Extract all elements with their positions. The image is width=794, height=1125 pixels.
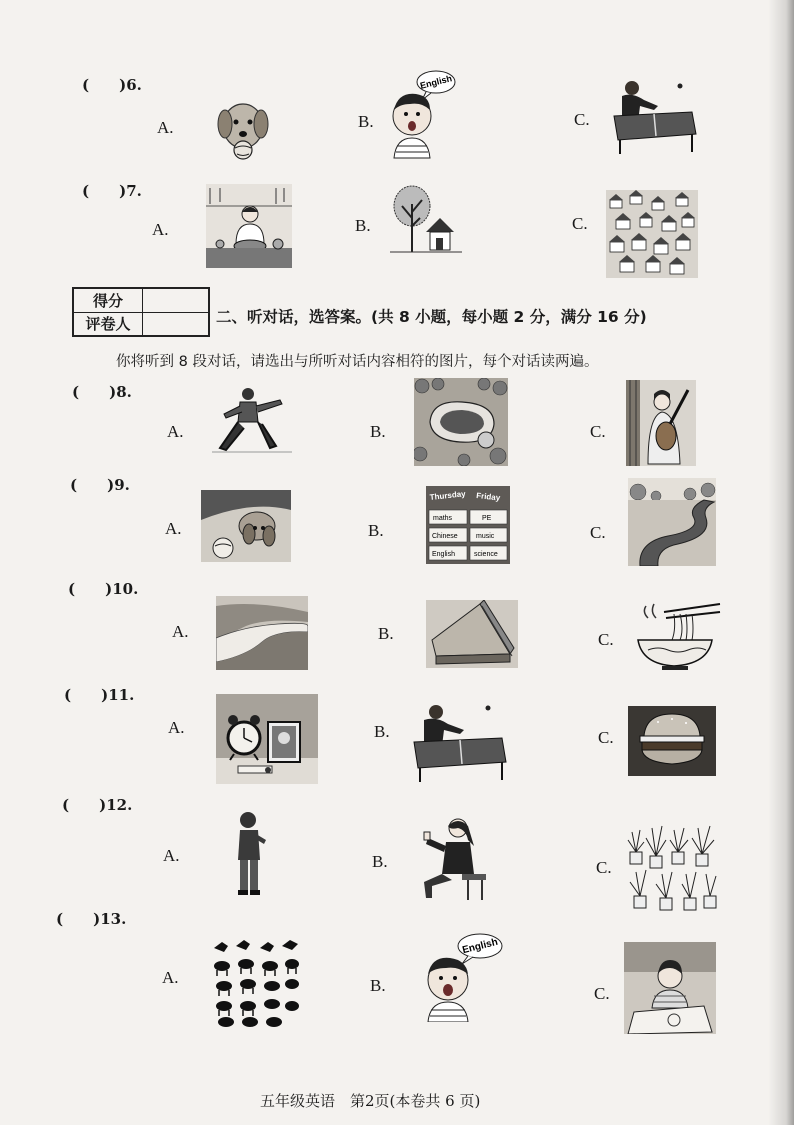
q7-b-picture[interactable] xyxy=(390,184,462,254)
q11-option-a[interactable]: A. xyxy=(168,718,185,737)
q7-option-c[interactable]: C. xyxy=(572,214,588,233)
timetable-icon xyxy=(426,486,510,564)
man-playing-ping-pong-icon xyxy=(410,700,510,784)
q13-option-a[interactable]: A. xyxy=(162,968,179,987)
page-edge-shadow xyxy=(768,0,794,1125)
q10-a-picture[interactable] xyxy=(216,596,308,670)
page-footer: 五年级英语 第2页(本卷共 6 页) xyxy=(260,1092,481,1110)
q10-option-c[interactable]: C. xyxy=(598,630,614,649)
timetable-day-1: Thursday xyxy=(429,489,467,502)
score-row xyxy=(74,289,208,313)
q13-b-picture[interactable] xyxy=(416,930,506,1022)
girl-playing-pipa-icon xyxy=(626,380,696,466)
q8-option-b[interactable]: B. xyxy=(370,422,386,441)
girl-sitting-icon xyxy=(418,816,490,902)
river-icon xyxy=(628,478,716,566)
q10-option-b[interactable]: B. xyxy=(378,624,394,643)
q12-option-c[interactable]: C. xyxy=(596,858,612,877)
hamburger-icon xyxy=(628,706,716,776)
question-11-number: ( )11. xyxy=(64,686,135,704)
boy-speaking-english-icon xyxy=(416,930,506,1022)
section-instruction: 你将听到 8 段对话，请选出与所听对话内容相符的图片，每个对话读两遍。 xyxy=(116,354,599,370)
person-cooking-icon xyxy=(206,184,292,268)
question-9-number: ( )9. xyxy=(70,476,130,494)
q8-a-picture[interactable] xyxy=(212,386,292,454)
q9-a-picture[interactable] xyxy=(201,490,291,562)
animals-icon xyxy=(212,940,300,1028)
kung-fu-icon xyxy=(212,386,292,454)
q8-option-c[interactable]: C. xyxy=(590,422,606,441)
q9-option-a[interactable]: A. xyxy=(165,519,182,538)
noodles-icon xyxy=(634,600,722,672)
timetable-cell-r3c2: science xyxy=(474,551,498,558)
question-13-number: ( )13. xyxy=(56,910,127,928)
tree-and-house-icon xyxy=(390,184,462,254)
grader-row xyxy=(74,312,208,335)
dog-with-ball-icon xyxy=(201,490,291,562)
q6-b-picture[interactable] xyxy=(388,66,458,160)
q13-bubble-text: English xyxy=(461,936,499,957)
q8-option-a[interactable]: A. xyxy=(167,422,184,441)
q7-c-picture[interactable] xyxy=(606,190,698,278)
q11-option-b[interactable]: B. xyxy=(374,722,390,741)
q9-option-b[interactable]: B. xyxy=(368,521,384,540)
q9-option-c[interactable]: C. xyxy=(590,523,606,542)
q13-c-picture[interactable] xyxy=(624,942,716,1034)
q12-c-picture[interactable] xyxy=(626,812,718,912)
q13-option-c[interactable]: C. xyxy=(594,984,610,1003)
question-8-number: ( )8. xyxy=(72,383,132,401)
question-7-number: ( )7. xyxy=(82,182,142,200)
village-houses-icon xyxy=(606,190,698,278)
timetable-day-2: Friday xyxy=(475,491,501,503)
q10-option-a[interactable]: A. xyxy=(172,622,189,641)
question-6-number: ( )6. xyxy=(82,76,142,94)
q6-option-a[interactable]: A. xyxy=(157,118,174,137)
q7-a-picture[interactable] xyxy=(206,184,292,268)
timetable-cell-r2c2: music xyxy=(476,533,495,540)
potted-plants-icon xyxy=(626,812,718,912)
q10-c-picture[interactable] xyxy=(634,600,722,672)
q12-a-picture[interactable] xyxy=(232,810,268,896)
q7-option-a[interactable]: A. xyxy=(152,220,169,239)
boy-standing-icon xyxy=(232,810,268,896)
q11-b-picture[interactable] xyxy=(410,700,510,784)
timetable-cell-r2c1: Chinese xyxy=(432,533,458,540)
q9-c-picture[interactable] xyxy=(628,478,716,566)
q11-a-picture[interactable] xyxy=(216,694,318,784)
q10-b-picture[interactable] xyxy=(426,600,518,668)
q6-a-picture[interactable] xyxy=(213,98,273,160)
grader-label: 评卷人 xyxy=(74,312,143,335)
dog-with-ball-icon xyxy=(213,98,273,160)
boy-speaking-english-icon xyxy=(388,66,458,160)
q12-option-b[interactable]: B. xyxy=(372,852,388,871)
q13-a-picture[interactable] xyxy=(212,940,300,1028)
question-12-number: ( )12. xyxy=(62,796,133,814)
river-bank-icon xyxy=(216,596,308,670)
clock-and-photo-icon xyxy=(216,694,318,784)
section-title: 二、听对话，选答案。(共 8 小题，每小题 2 分，满分 16 分) xyxy=(216,308,647,326)
score-label: 得分 xyxy=(74,289,143,312)
sandwich-icon xyxy=(426,600,518,668)
question-10-number: ( )10. xyxy=(68,580,139,598)
man-playing-ping-pong-icon xyxy=(608,76,698,156)
q8-c-picture[interactable] xyxy=(626,380,696,466)
timetable-cell-r3c1: English xyxy=(432,551,455,558)
q11-option-c[interactable]: C. xyxy=(598,728,614,747)
timetable-cell-r1c1: maths xyxy=(433,515,453,522)
q6-option-c[interactable]: C. xyxy=(574,110,590,129)
q6-option-b[interactable]: B. xyxy=(358,112,374,131)
q11-c-picture[interactable] xyxy=(628,706,716,776)
score-box xyxy=(72,287,210,337)
q12-option-a[interactable]: A. xyxy=(163,846,180,865)
q7-option-b[interactable]: B. xyxy=(355,216,371,235)
q12-b-picture[interactable] xyxy=(418,816,490,902)
boy-drawing-icon xyxy=(624,942,716,1034)
q6-c-picture[interactable] xyxy=(608,76,698,156)
park-lake-icon xyxy=(414,378,508,466)
q13-option-b[interactable]: B. xyxy=(370,976,386,995)
q9-b-picture[interactable] xyxy=(426,486,510,564)
timetable-cell-r1c2: PE xyxy=(482,515,492,522)
q8-b-picture[interactable] xyxy=(414,378,508,466)
q6-bubble-text: English xyxy=(419,73,453,91)
